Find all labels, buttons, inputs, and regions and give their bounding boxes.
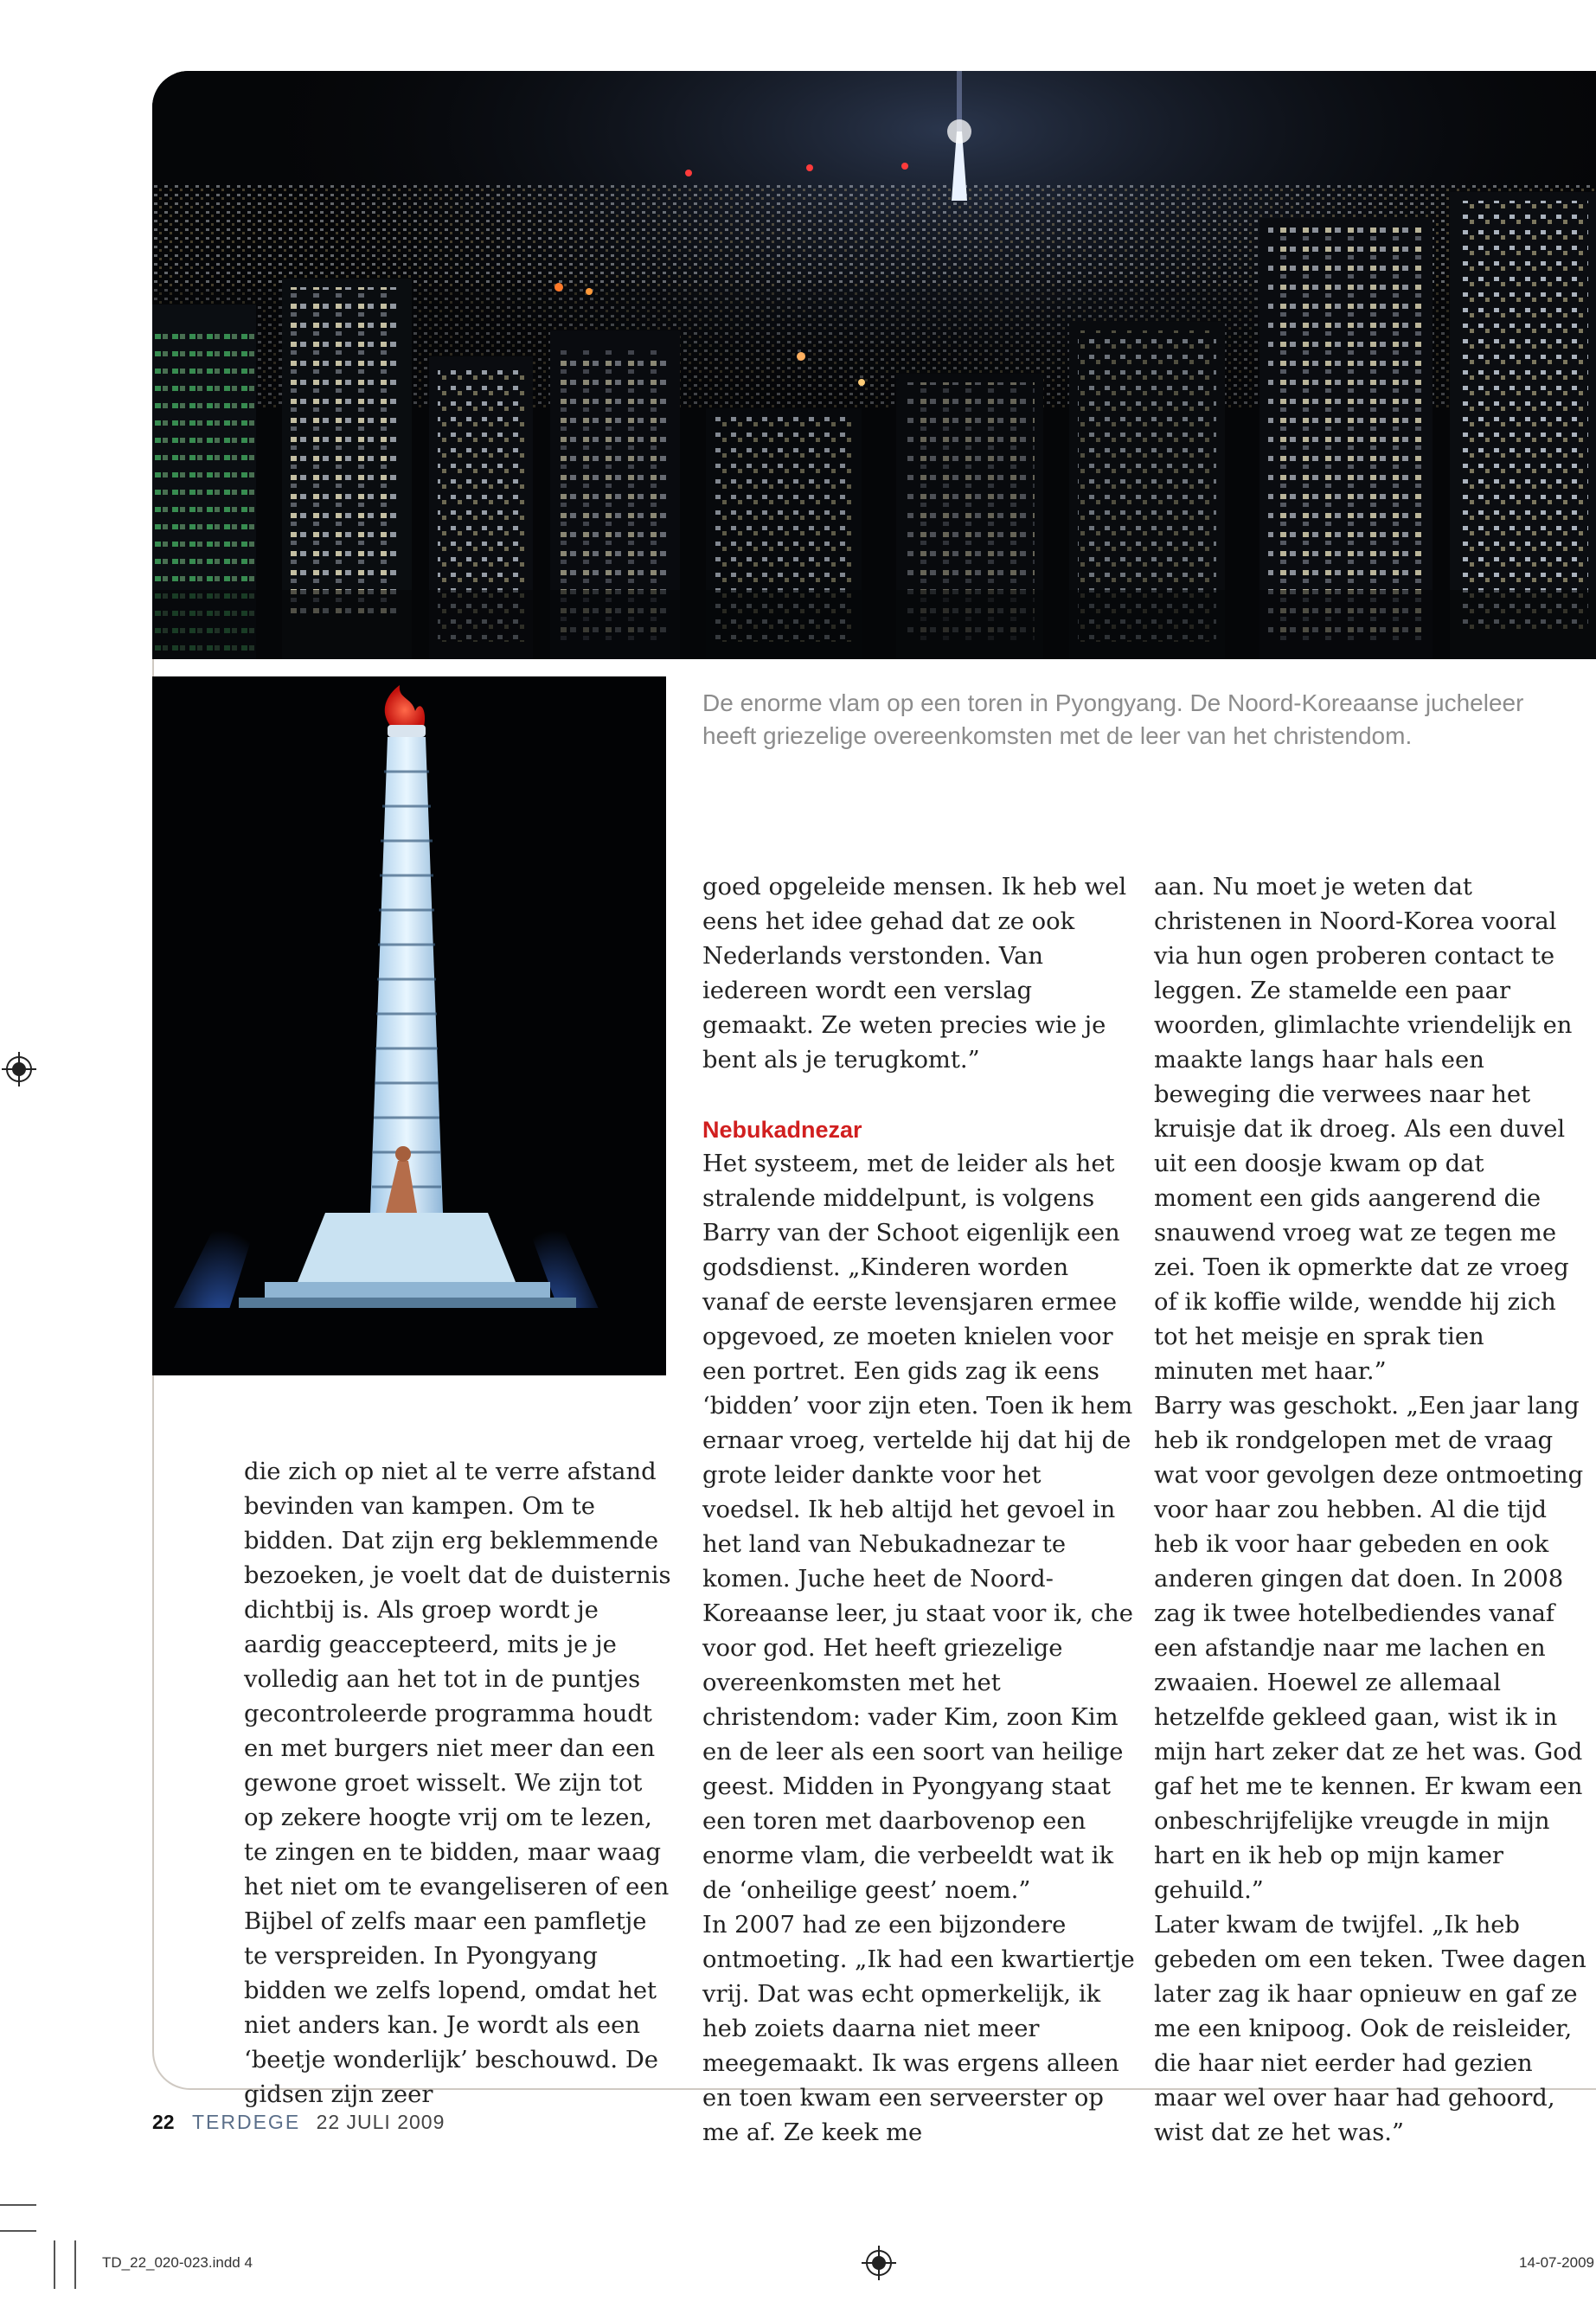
paragraph: die zich op niet al te verre afstand bevinden van kampen. Om te bidden. Dat zijn erg beklemmende bezoeken, je voelt dat de duisternis dichtbij is. Als groep wordt je aardig geaccepteerd, mits je je volledig aan het tot in de puntjes gecontroleerde programma houdt en met burgers niet meer dan een gewone groet wisselt. We zijn tot op zekere hoogte vrij om te lezen, te zingen en te bidden, maar waag het niet om te evangeliseren of een Bijbel of zelfs maar een pamfletje te verspreiden. In Pyongyang bidden we zelfs lopend, omdat het niet anders kan. Je wordt als een ‘beetje wonderlijk’ beschouwd. De gidsen zijn zeer	[244, 1458, 671, 2108]
paragraph: aan. Nu moet je weten dat christenen in Noord-Korea vooral via hun ogen proberen contact te leggen. Ze stamelde een paar woorden, glimlachte vriendelijk en maakte langs haar hals een beweging die verwees naar het kruisje dat ik droeg. Als een duvel uit een doosje kwam op dat moment een gids aangerend die snauwend vroeg wat ze tegen me zei. Toen ik opmerkte dat ze vroeg of ik koffie wilde, wendde hij zich tot het meisje en sprak tien minuten met haar.”	[1154, 874, 1573, 1385]
paragraph: In 2007 had ze een bijzondere ontmoeting. „Ik had een kwartiertje vrij. Dat was echt opmerkelijk, ik heb zoiets daarna niet meer meegemaakt. Ik was ergens alleen en toen kwam een serveerster op me af. Ze keek me	[702, 1912, 1135, 2146]
magazine-name: TERDEGE	[191, 2111, 301, 2133]
text-column-2	[702, 870, 1135, 2150]
crop-mark	[0, 2204, 36, 2206]
crop-mark	[74, 2240, 76, 2289]
caption-line-1: De enorme vlam op een toren in Pyongyang. De Noord-Koreaanse jucheleer	[702, 689, 1524, 716]
city-night-photo	[152, 71, 1596, 659]
section-heading: Nebukadnezar	[702, 1117, 862, 1143]
page-footer	[152, 2111, 445, 2134]
registration-mark-icon	[2, 1052, 36, 1086]
issue-date: 22 JULI 2009	[316, 2111, 445, 2133]
page-number: 22	[152, 2111, 175, 2133]
paragraph: Later kwam de twijfel. „Ik heb gebeden om een teken. Twee dagen later zag ik haar opnieuw en gaf ze me een knipoog. Ook de reisleider, die haar niet eerder had gezien maar wel over haar had gehoord, wist dat ze het was.”	[1154, 1912, 1586, 2146]
crop-mark	[54, 2240, 55, 2289]
slug-filename: TD_22_020-023.indd 4	[102, 2254, 253, 2271]
paragraph: Het systeem, met de leider als het stralende middelpunt, is volgens Barry van der Schoot eigenlijk een godsdienst. „Kinderen worden vanaf de eerste levensjaren ermee opgevoed, ze moeten knielen voor een portret. Een gids zag ik eens ‘bidden’ voor zijn eten. Toen ik hem ernaar vroeg, vertelde hij dat hij de grote leider dankte voor het voedsel. Ik heb altijd het gevoel in het land van Nebukadnezar te komen. Juche heet de Noord-Koreaanse leer, ju staat voor ik, che voor god. Het heeft griezelige overeenkomsten met het christendom: vader Kim, zoon Kim en de leer als een soort van heilige geest. Midden in Pyongyang staat een toren met daarbovenop een enorme vlam, die verbeeldt wat ik de ‘onheilige geest’ noem.”	[702, 1150, 1133, 1904]
text-column-1	[244, 1455, 676, 2112]
crop-mark	[0, 2230, 36, 2232]
photo-caption	[702, 687, 1567, 753]
juche-tower-photo	[152, 676, 666, 1375]
paragraph: Barry was geschokt. „Een jaar lang heb ik rondgelopen met de vraag wat voor gevolgen deze ontmoeting voor haar zou hebben. Al die tijd heb ik voor haar gebeden en ook anderen gingen dat doen. In 2008 zag ik twee hotelbediendes vanaf een afstandje naar me lachen en zwaaien. Hoewel ze allemaal hetzelfde gekleed gaan, wist ik in mijn hart zeker dat ze het was. God gaf het me te kennen. Er kwam een onbeschrijfelijke vreugde in mijn hart en ik heb op mijn kamer gehuild.”	[1154, 1393, 1584, 1904]
paragraph: goed opgeleide mensen. Ik heb wel eens het idee gehad dat ze ook Nederlands verstonden. Van iedereen wordt een verslag gemaakt. Ze weten precies wie je bent als je terugkomt.”	[702, 874, 1127, 1074]
caption-line-2: heeft griezelige overeenkomsten met de leer van het christendom.	[702, 722, 1413, 749]
text-column-3	[1154, 870, 1586, 2150]
slug-date: 14-07-2009	[1519, 2254, 1594, 2271]
registration-mark-icon	[862, 2246, 896, 2280]
